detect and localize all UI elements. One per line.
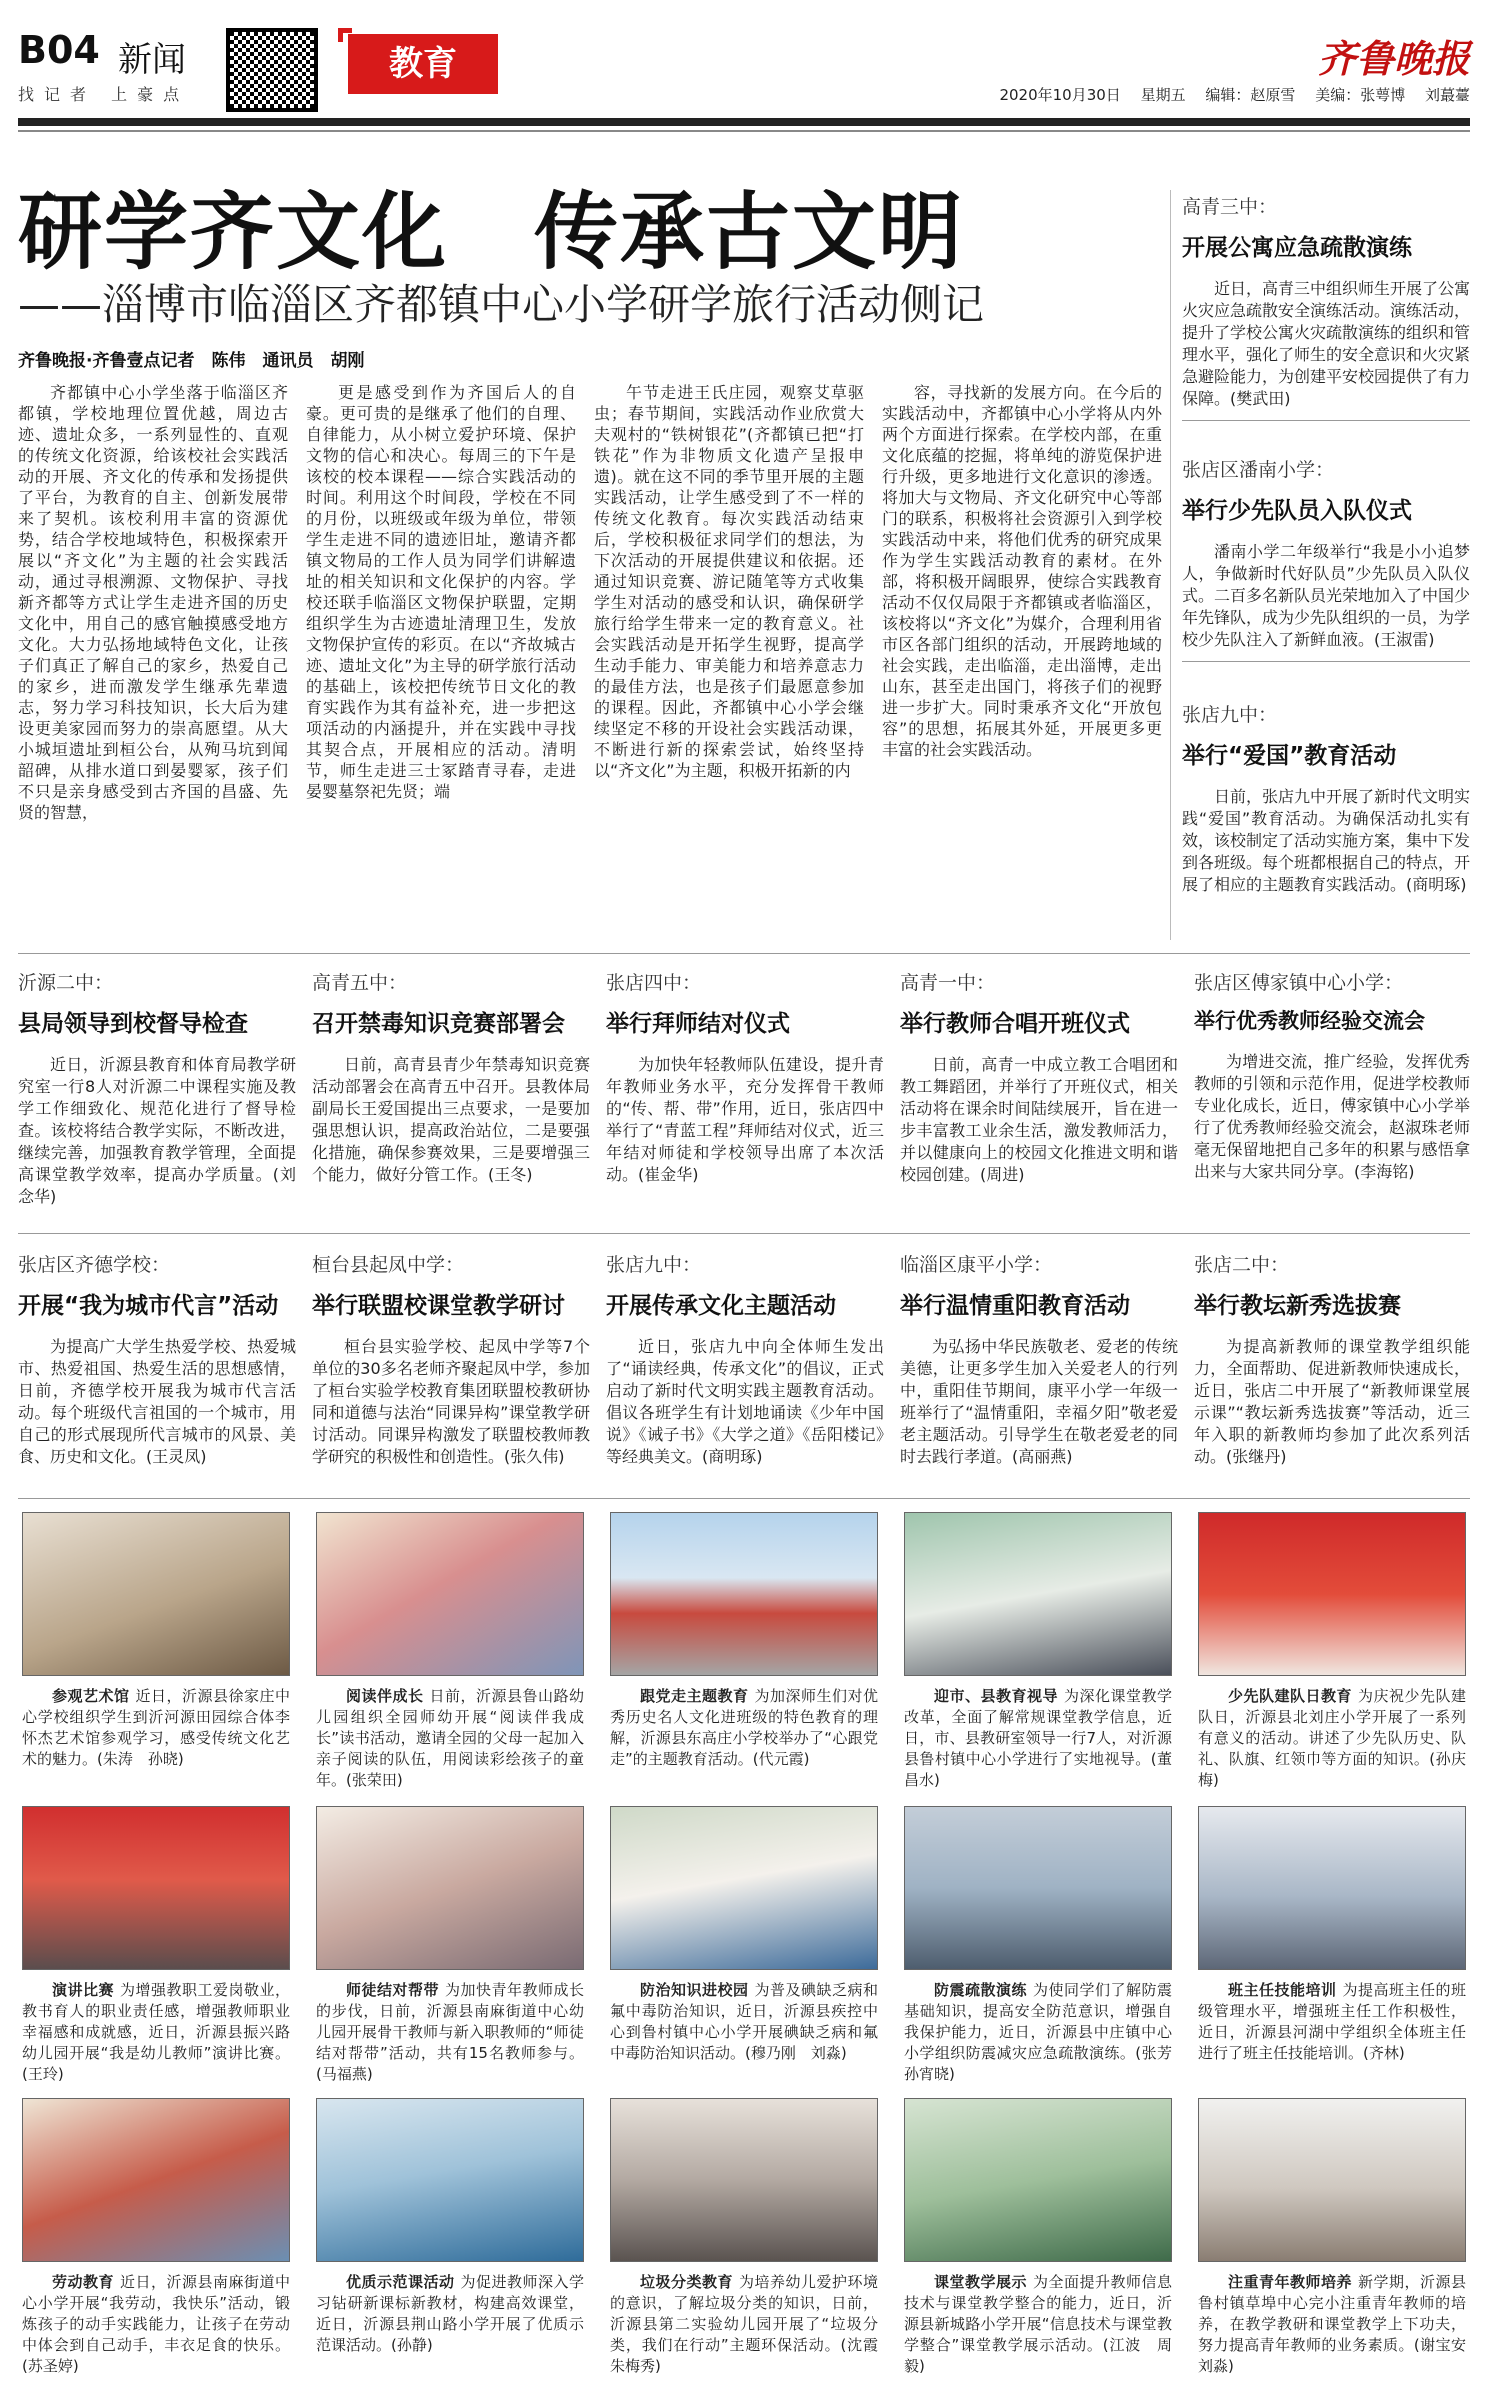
section-divider [18, 953, 1470, 954]
news-photo [1198, 1512, 1466, 1676]
photo-story [610, 1806, 878, 2064]
caption-body: 新学期，沂源县鲁村镇草埠中心完小注重青年教师的培养，在教学教研和课堂教学上下功夫，努力提高青年教师的业务素质。(谢宝安 刘淼) [1198, 2273, 1482, 2375]
news-photo [22, 1806, 290, 1970]
caption-title: 课堂教学展示 [934, 2273, 1027, 2291]
brief-divider [1182, 661, 1470, 662]
photo-caption [610, 1980, 878, 2064]
brief-body: 为弘扬中华民族敬老、爱老的传统美德，让更多学生加入关爱老人的行列中，重阳佳节期间，康平小学一年级一班举行了“温情重阳，幸福夕阳”敬老爱老主题活动。引导学生在敬老爱老的同时去践行孝道。(高丽燕) [900, 1337, 1178, 1466]
photo-caption [904, 2272, 1172, 2377]
photo-story [1198, 2098, 1482, 2377]
caption-title: 垃圾分类教育 [640, 2273, 733, 2291]
brief-kicker: 张店四中： [606, 972, 702, 994]
news-photo [22, 1512, 290, 1676]
side-brief-1 [1182, 192, 1470, 421]
caption-title: 迎市、县教育视导 [934, 1687, 1058, 1705]
caption-body: 为提高班主任的班级管理水平，增强班主任工作积极性，近日，沂源县河湖中学组织全体班主任进行了班主任技能培训。(齐林) [1198, 1981, 1466, 2062]
caption-title: 阅读伴成长 [346, 1687, 424, 1705]
brief-kicker: 张店区潘南小学： [1182, 459, 1335, 481]
news-photo [316, 1806, 584, 1970]
side-brief-3 [1182, 700, 1470, 896]
photo-story [22, 1512, 290, 1770]
photo-story [904, 1806, 1188, 2085]
photo-story [1198, 1806, 1466, 2064]
lead-byline: 齐鲁晚报·齐鲁壹点记者 陈伟 通讯员 胡刚 [18, 351, 365, 371]
brief-title: 县局领导到校督导检查 [18, 1011, 248, 1037]
news-brief [1194, 968, 1470, 1183]
lead-text-4: 容，寻找新的发展方向。在今后的实践活动中，齐都镇中心小学将从内外两个方面进行探索。在学校内部，在重文化底蕴的挖掘，将单纯的游览保护进行升级，更多地进行文化意识的渗透。将加大与文物局、齐文化研究中心等部门的联系，积极将社会资源引入到学校实践活动中来，将他们优秀的研究成果作为学生实践活动教育的素材。在外部，将积极开阔眼界，使综合实践教育活动不仅仅局限于齐都镇或者临淄区，该校将以“齐文化”为媒介，合理利用省市区各部门组织的活动，开展跨地域的社会实践，走出临淄，走出淄博，走出山东，甚至走出国门，将孩子们的视野进一步扩大。同时秉承齐文化“开放包容”的思想，拓展其外延，开展更多更丰富的社会实践活动。 [882, 383, 1162, 759]
photo-story [1198, 1512, 1466, 1791]
photo-caption [904, 1980, 1188, 2085]
side-brief-2 [1182, 455, 1470, 662]
brief-title: 举行教坛新秀选拔赛 [1194, 1293, 1401, 1319]
brief-title: 举行联盟校课堂教学研讨 [312, 1293, 565, 1319]
lead-text-1: 齐都镇中心小学坐落于临淄区齐都镇，学校地理位置优越，周边古迹、遗址众多，一系列显性的、直观的传统文化资源，给该校社会实践活动的开展、齐文化的传承和发扬提供了平台，为教育的自主、创新发展带来了契机。该校利用丰富的资源优势，结合学校地域特色，积极探索开展以“齐文化”为主题的社会实践活动，通过寻根溯源、文物保护、寻找新齐都等方式让学生走进齐国的历史文化中，用自己的感官触摸感受地方文化。大力弘扬地域特色文化，让孩子们真正了解自己的家乡，热爱自己的家乡，进而激发学生继承先辈遗志，努力学习科技知识，长大后为建设更美家园而努力的崇高愿望。从大小城垣遗址到桓公台，从殉马坑到闻韶碑，从排水道口到晏婴冢，孩子们不只是亲身感受到古齐国的昌盛、先贤的智慧， [18, 383, 288, 822]
brief-title: 举行少先队员入队仪式 [1182, 498, 1412, 524]
brief-kicker: 张店区傅家镇中心小学： [1194, 972, 1404, 994]
caption-title: 参观艺术馆 [52, 1687, 130, 1705]
photo-story [316, 1806, 584, 2085]
lead-column-2 [306, 382, 576, 802]
dateline [999, 84, 1470, 105]
caption-body: 日前，沂源县鲁山路幼儿园组织全园师幼开展“阅读伴我成长”读书活动，邀请全园的父母一起加入亲子阅读的队伍，用阅读彩绘孩子的童年。(张荣田) [316, 1687, 584, 1789]
brief-title: 举行教师合唱开班仪式 [900, 1011, 1130, 1037]
brief-kicker: 张店区齐德学校： [18, 1254, 171, 1276]
newspaper-logo: 齐鲁晚报 [1317, 36, 1470, 81]
brief-kicker: 高青一中： [900, 972, 996, 994]
lead-column-3 [594, 382, 864, 781]
masthead-tagline: 找记者 上豪点 [18, 85, 190, 104]
brief-body: 日前，张店九中开展了新时代文明实践“爱国”教育活动。为确保活动扎实有效，该校制定了活动实施方案，集中下发到各班级。每个班都根据自己的特点，开展了相应的主题教育实践活动。(商明琢) [1182, 787, 1471, 894]
brief-body: 近日，沂源县教育和体育局教学研究室一行8人对沂源二中课程实施及教学工作细致化、规范化进行了督导检查。该校将结合教学实际，不断改进，继续完善，加强教育教学管理，全面提高课堂教学效率，提高办学质量。(刘念华) [18, 1055, 296, 1206]
brief-body: 桓台县实验学校、起凤中学等7个单位的30多名老师齐聚起凤中学，参加了桓台实验学校教育集团联盟校教研协同和道德与法治“同课异构”课堂教学研讨活动。同课异构激发了联盟校教师教学研究的积极性和创造性。(张久伟) [312, 1337, 590, 1466]
brief-kicker: 张店二中： [1194, 1254, 1290, 1276]
brief-body: 为提高广大学生热爱学校、热爱城市、热爱祖国、热爱生活的思想感情，日前，齐德学校开展我为城市代言活动。每个班级代言祖国的一个城市，用自己的形式展现所代言城市的风景、美食、历史和文化。(王灵凤) [18, 1337, 296, 1466]
news-brief [18, 968, 296, 1208]
page-number: B04 [18, 28, 100, 72]
news-brief [900, 1250, 1178, 1468]
brief-title: 开展公寓应急疏散演练 [1182, 235, 1412, 261]
brief-title: 举行拜师结对仪式 [606, 1011, 790, 1037]
caption-title: 防震疏散演练 [934, 1981, 1027, 1999]
designer-credit: 美编：张萼博 [1315, 86, 1406, 104]
brief-title: 举行优秀教师经验交流会 [1194, 1009, 1425, 1033]
photo-caption [610, 2272, 894, 2377]
photo-caption [316, 2272, 584, 2356]
caption-title: 演讲比赛 [52, 1981, 114, 1999]
caption-body: 近日，沂源县南麻街道中心小学开展“我劳动，我快乐”活动，锻炼孩子的动手实践能力，让孩子在劳动中体会到自己动手，丰衣足食的快乐。(苏圣婷) [22, 2273, 290, 2375]
qr-code-icon [226, 28, 318, 112]
photo-caption [904, 1686, 1172, 1791]
caption-body: 为使同学们了解防震基础知识，提高安全防范意识，增强自我保护能力，近日，沂源县中庄镇中心小学组织防震减灾应急疏散演练。(张芳 孙宵晓) [904, 1981, 1188, 2083]
brief-title: 举行温情重阳教育活动 [900, 1293, 1130, 1319]
news-brief [606, 1250, 884, 1468]
column-divider [1170, 190, 1171, 940]
news-brief [606, 968, 884, 1186]
news-brief [312, 968, 590, 1186]
brief-kicker: 沂源二中： [18, 972, 114, 994]
caption-title: 注重青年教师培养 [1228, 2273, 1352, 2291]
news-photo [22, 2098, 290, 2262]
photo-caption [22, 2272, 290, 2377]
brief-title: 召开禁毒知识竞赛部署会 [312, 1011, 565, 1037]
brief-kicker: 张店九中： [1182, 704, 1278, 726]
masthead-rule-thin [18, 130, 1470, 132]
brief-body: 近日，高青三中组织师生开展了公寓火灾应急疏散安全演练活动。演练活动，提升了学校公寓火灾疏散演练的组织和管理水平，强化了师生的安全意识和火灾紧急避险能力，为创建平安校园提供了有力保障。(樊武田) [1182, 279, 1471, 408]
brief-divider [1182, 420, 1470, 421]
issue-date: 2020年10月30日 [999, 86, 1121, 104]
photo-story [904, 1512, 1172, 1791]
brief-title: 开展传承文化主题活动 [606, 1293, 836, 1319]
brief-title: 举行“爱国”教育活动 [1182, 743, 1397, 769]
photo-story [904, 2098, 1172, 2377]
caption-title: 班主任技能培训 [1228, 1981, 1337, 1999]
caption-title: 跟党走主题教育 [640, 1687, 749, 1705]
photo-caption [1198, 1686, 1466, 1791]
lead-column-1 [18, 382, 288, 823]
news-photo [1198, 2098, 1466, 2262]
photo-caption [1198, 1980, 1466, 2064]
photo-story [316, 1512, 584, 1791]
news-photo [610, 2098, 878, 2262]
caption-title: 优质示范课活动 [346, 2273, 455, 2291]
news-photo [1198, 1806, 1466, 1970]
lead-text-3: 午节走进王氏庄园，观察艾草驱虫；春节期间，实践活动作业欣赏大夫观村的“铁树银花”(齐都镇已把“打铁花”作为非物质文化遗产呈报申遗)。就在这不同的季节里开展的主题实践活动，让学生感受到了不一样的传统文化教育。每次实践活动结束后，学校积极征求同学们的想法，为下次活动的开展提供建议和依据。还通过知识竞赛、游记随笔等方式收集学生对活动的感受和认识，确保研学旅行给学生带来一定的教育意义。社会实践活动是开拓学生视野，提高学生动手能力、审美能力和培养意志力的最佳方法，也是孩子们最愿意参加的课程。因此，齐都镇中心小学会继续坚定不移的开设社会实践活动课，不断进行新的探索尝试，始终坚持以“齐文化”为主题，积极开拓新的内 [594, 383, 864, 780]
news-brief [1194, 1250, 1470, 1468]
brief-kicker: 桓台县起凤中学： [312, 1254, 465, 1276]
brief-kicker: 高青五中： [312, 972, 408, 994]
brief-body: 日前，高青一中成立教工合唱团和教工舞蹈团，并举行了开班仪式，相关活动将在课余时间陆续展开，旨在进一步丰富教工业余生活，激发教师活力，并以健康向上的校园文化推进文明和谐校园创建。(周进) [900, 1055, 1178, 1184]
brief-body: 近日，张店九中向全体师生发出了“诵读经典，传承文化”的倡议，正式启动了新时代文明实践主题教育活动。倡议各班学生有计划地诵读《少年中国说》《诫子书》《大学之道》《岳阳楼记》等经典美文。(商明琢) [606, 1337, 884, 1466]
section-name: 新闻 [118, 40, 186, 80]
caption-body: 近日，沂源县徐家庄中心学校组织学生到沂河源田园综合体李怀杰艺术馆参观学习，感受传统文化艺术的魅力。(朱涛 孙晓) [22, 1687, 290, 1768]
photo-story [610, 1512, 878, 1770]
caption-body: 为增强教职工爱岗敬业，教书育人的职业责任感，增强教师职业幸福感和成就感，近日，沂源县振兴路幼儿园开展“我是幼儿教师”演讲比赛。(王玲) [22, 1981, 290, 2083]
photo-caption [610, 1686, 878, 1770]
caption-body: 为加深师生们对优秀历史名人文化进班级的特色教育的理解，沂源县东高庄小学校举办了“心跟党走”的主题教育活动。(代元霞) [610, 1687, 878, 1768]
caption-title: 劳动教育 [52, 2273, 114, 2291]
editor-credit: 编辑：赵原雪 [1205, 86, 1296, 104]
caption-body: 为加快青年教师成长的步伐，日前，沂源县南麻街道中心幼儿园开展骨干教师与新入职教师的“师徒结对帮带”活动，共有15名教师参与。(马福燕) [316, 1981, 584, 2083]
news-photo [904, 1806, 1172, 1970]
lead-headline: 研学齐文化 传承古文明 [18, 183, 965, 281]
lead-column-4 [882, 382, 1162, 760]
caption-body: 为全面提升教师信息技术与课堂教学整合的能力，近日，沂源县新城路小学开展“信息技术与课堂教学整合”课堂教学展示活动。(江波 周毅) [904, 2273, 1172, 2375]
news-brief [312, 1250, 590, 1468]
proof-credit: 刘蕞薹 [1424, 86, 1470, 104]
brief-kicker: 张店九中： [606, 1254, 702, 1276]
issue-weekday: 星期五 [1140, 86, 1186, 104]
brief-body: 潘南小学二年级举行“我是小小追梦人，争做新时代好队员”少先队员入队仪式。二百多名新队员光荣地加入了中国少年先锋队，成为少先队组织的一员，为学校少先队注入了新鲜血液。(王淑雷) [1182, 542, 1471, 649]
brief-kicker: 高青三中： [1182, 196, 1278, 218]
caption-body: 为庆祝少先队建队日，沂源县北刘庄小学开展了一系列有意义的活动。讲述了少先队历史、队礼、队旗、红领巾等方面的知识。(孙庆梅) [1198, 1687, 1466, 1789]
brief-body: 为加快年轻教师队伍建设，提升青年教师业务水平，充分发挥骨干教师的“传、帮、带”作用，近日，张店四中举行了“青蓝工程”拜师结对仪式，近三年结对师徒和学校领导出席了本次活动。(崔金华) [606, 1055, 884, 1184]
section-tag: 教育 [348, 34, 498, 94]
photo-story [316, 2098, 584, 2356]
section-divider [18, 1498, 1470, 1499]
news-photo [610, 1806, 878, 1970]
news-brief [900, 968, 1178, 1186]
section-divider [18, 1233, 1470, 1234]
caption-body: 为深化课堂教学改革，全面了解常规课堂教学信息，近日，市、县教研室领导一行7人，对沂源县鲁村镇中心小学进行了实地视导。(董昌水) [904, 1687, 1172, 1789]
news-photo [904, 2098, 1172, 2262]
masthead [18, 28, 1470, 104]
news-photo [904, 1512, 1172, 1676]
caption-title: 师徒结对帮带 [346, 1981, 439, 1999]
caption-body: 为普及碘缺乏病和氟中毒防治知识，近日，沂源县疾控中心到鲁村镇中心小学开展碘缺乏病和氟中毒防治知识活动。(穆乃刚 刘淼) [610, 1981, 878, 2062]
brief-body: 日前，高青县青少年禁毒知识竞赛活动部署会在高青五中召开。县教体局副局长王爱国提出三点要求，一是要加强思想认识，提高政治站位，二是要强化措施，确保参赛效果，三是要增强三个能力，做好分管工作。(王冬) [312, 1055, 590, 1184]
brief-body: 为提高新教师的课堂教学组织能力，全面帮助、促进新教师快速成长，近日，张店二中开展了“新教师课堂展示课”“教坛新秀选拔赛”等活动，近三年入职的新教师均参加了此次系列活动。(张继丹) [1194, 1337, 1470, 1466]
brief-kicker: 临淄区康平小学： [900, 1254, 1053, 1276]
masthead-rule [18, 118, 1470, 126]
news-photo [316, 2098, 584, 2262]
photo-story [610, 2098, 894, 2377]
photo-story [22, 2098, 290, 2377]
photo-story [22, 1806, 290, 2085]
photo-caption [316, 1686, 584, 1791]
brief-title: 开展“我为城市代言”活动 [18, 1293, 279, 1319]
caption-body: 为培养幼儿爱护环境的意识，了解垃圾分类的知识，日前，沂源县第二实验幼儿园开展了“垃圾分类，我们在行动”主题环保活动。(沈霞 朱梅秀) [610, 2273, 894, 2375]
lead-subhead: ——淄博市临淄区齐都镇中心小学研学旅行活动侧记 [18, 280, 985, 329]
photo-caption [1198, 2272, 1482, 2377]
caption-title: 防治知识进校园 [640, 1981, 749, 1999]
caption-body: 为促进教师深入学习钻研新课标新教材，构建高效课堂，近日，沂源县荆山路小学开展了优质示范课活动。(孙静) [316, 2273, 584, 2354]
photo-caption [22, 1686, 290, 1770]
photo-caption [316, 1980, 584, 2085]
news-photo [610, 1512, 878, 1676]
caption-title: 少先队建队日教育 [1228, 1687, 1352, 1705]
news-brief [18, 1250, 296, 1468]
brief-body: 为增进交流，推广经验，发挥优秀教师的引领和示范作用，促进学校教师专业化成长，近日，傅家镇中心小学举行了优秀教师经验交流会，赵淑珠老师毫无保留地把自己多年的积累与感悟拿出来与大家共同分享。(李海铭) [1194, 1052, 1470, 1181]
photo-caption [22, 1980, 290, 2085]
news-photo [316, 1512, 584, 1676]
lead-text-2: 更是感受到作为齐国后人的自豪。更可贵的是继承了他们的自理、自律能力，从小树立爱护环境、保护文物的信心和决心。每周三的下午是该校的校本课程——综合实践活动的时间。利用这个时间段，学校在不同的月份，以班级或年级为单位，带领学生走进不同的遗迹旧址，邀请齐都镇文物局的工作人员为同学们讲解遗址的相关知识和文化保护的内容。学校还联手临淄区文物保护联盟，定期组织学生为古迹遗址清理卫生，发放文物保护宣传的彩页。在以“齐故城古迹、遗址文化”为主导的研学旅行活动的基础上，该校把传统节日文化的教育实践作为其有益补充，进一步把这项活动的内涵提升，并在实践中寻找其契合点，开展相应的活动。清明节，师生走进三士冢踏青寻春，走进晏婴墓祭祀先贤；端 [306, 383, 576, 801]
